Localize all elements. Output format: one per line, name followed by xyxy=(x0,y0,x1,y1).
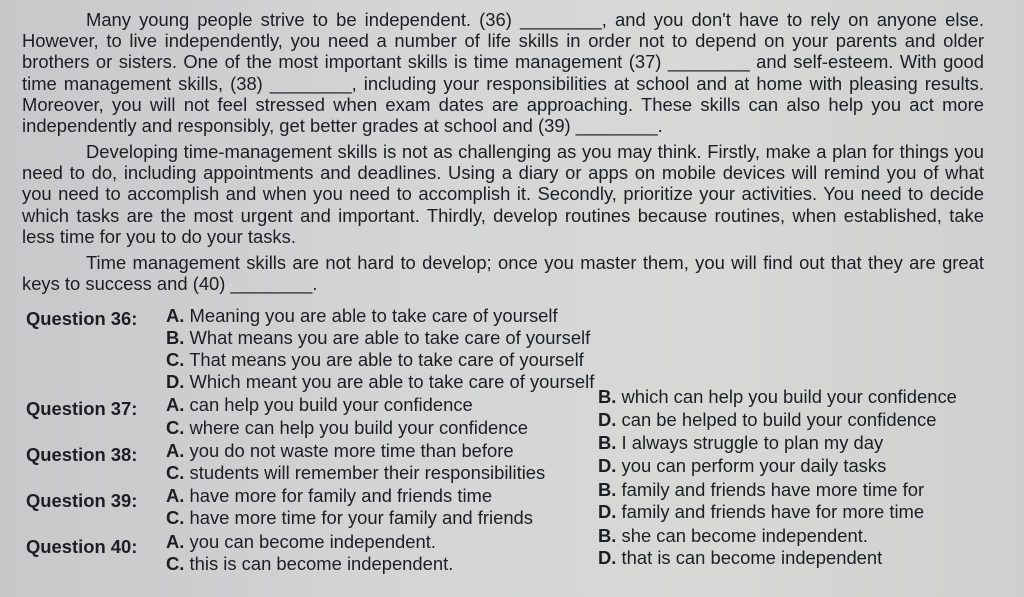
option-key: D. xyxy=(598,547,617,568)
option-text: have more for family and friends time xyxy=(189,485,493,506)
q38-option-d[interactable] xyxy=(598,455,886,477)
q39-option-b[interactable] xyxy=(598,479,924,501)
q38-option-b[interactable] xyxy=(598,432,883,454)
option-text: she can become independent. xyxy=(621,525,868,546)
q38-option-a[interactable] xyxy=(166,440,514,462)
question-40-label: Question 40: xyxy=(26,536,138,557)
option-key: A. xyxy=(166,394,185,415)
q36-option-d[interactable] xyxy=(166,371,594,393)
question-38-label: Question 38: xyxy=(26,444,138,465)
option-key: D. xyxy=(166,371,185,392)
option-key: A. xyxy=(166,485,185,506)
q37-option-d[interactable] xyxy=(598,409,936,431)
option-text: That means you are able to take care of yourself xyxy=(189,349,584,370)
option-text: family and friends have for more time xyxy=(621,501,925,522)
option-text: family and friends have more time for xyxy=(621,479,925,500)
option-text: can help you build your confidence xyxy=(189,394,473,415)
q40-option-d[interactable] xyxy=(598,547,882,569)
option-text: What means you are able to take care of yourself xyxy=(189,327,591,348)
option-key: B. xyxy=(598,432,617,453)
q40-option-c[interactable] xyxy=(166,553,453,575)
option-text: this is can become independent. xyxy=(189,553,454,574)
option-text: you do not waste more time than before xyxy=(189,440,514,461)
option-text: you can become independent. xyxy=(189,531,436,552)
option-key: A. xyxy=(166,440,185,461)
option-key: C. xyxy=(166,553,185,574)
option-key: A. xyxy=(166,531,185,552)
passage-paragraph-2 xyxy=(22,141,984,247)
question-39-label: Question 39: xyxy=(26,490,138,511)
passage-paragraph-1 xyxy=(22,9,984,136)
option-key: C. xyxy=(166,417,185,438)
option-text: where can help you build your confidence xyxy=(189,417,528,438)
option-key: B. xyxy=(598,525,617,546)
option-text: which can help you build your confidence xyxy=(621,386,957,407)
option-text: you can perform your daily tasks xyxy=(621,455,887,476)
q36-option-a[interactable] xyxy=(166,305,558,327)
option-key: B. xyxy=(598,386,617,407)
q39-option-a[interactable] xyxy=(166,485,492,507)
q37-option-b[interactable] xyxy=(598,386,957,408)
option-key: B. xyxy=(166,327,185,348)
q37-option-c[interactable] xyxy=(166,417,528,439)
option-text: have more time for your family and friends xyxy=(189,507,533,528)
q37-option-a[interactable] xyxy=(166,394,473,416)
option-text: Which meant you are able to take care of yourself xyxy=(189,371,595,392)
passage-paragraph-3 xyxy=(22,252,984,294)
option-key: C. xyxy=(166,462,185,483)
q40-option-a[interactable] xyxy=(166,531,436,553)
option-key: C. xyxy=(166,507,185,528)
option-text: I always struggle to plan my day xyxy=(621,432,884,453)
q40-option-b[interactable] xyxy=(598,525,868,547)
question-37-label: Question 37: xyxy=(26,398,138,419)
q39-option-c[interactable] xyxy=(166,507,533,529)
option-key: D. xyxy=(598,455,617,476)
paragraph-2-text: Developing time-management skills is not as challenging as you may think. Firstly, make a plan for things you need to do, including appointments and deadlines. Using a diary or apps on mobile devices will remind you of what you need to accomplish and when you need to accomplish it. Secondly, prioritize your activities. You need to decide which tasks are the most urgent and important. Thirdly, develop routines because routines, when established, take less time for you to do your tasks. xyxy=(22,141,984,247)
option-text: students will remember their responsibilities xyxy=(189,462,546,483)
option-key: D. xyxy=(598,409,617,430)
option-key: D. xyxy=(598,501,617,522)
paragraph-3-text: Time management skills are not hard to develop; once you master them, you will find out that they are great keys to success and (40) ________. xyxy=(22,252,984,295)
option-text: can be helped to build your confidence xyxy=(621,409,937,430)
q36-option-c[interactable] xyxy=(166,349,584,371)
option-text: that is can become independent xyxy=(621,547,883,568)
q38-option-c[interactable] xyxy=(166,462,545,484)
option-key: A. xyxy=(166,305,185,326)
question-36-label: Question 36: xyxy=(26,308,138,329)
q36-option-b[interactable] xyxy=(166,327,590,349)
option-text: Meaning you are able to take care of yourself xyxy=(189,305,558,326)
option-key: B. xyxy=(598,479,617,500)
paragraph-1-text: Many young people strive to be independent. (36) ________, and you don't have to rely on anyone else. However, to live independently, you need a number of life skills in order not to depend on your parents and older brothers or sisters. One of the most important skills is time management (37) ________ and self-esteem. With good time management skills, (38) ________, including your responsibilities at school and at home with pleasing results. Moreover, you will not feel stressed when exam dates are approaching. These skills can also help you act more independently and responsibly, get better grades at school and (39) ________. xyxy=(22,9,984,137)
option-key: C. xyxy=(166,349,185,370)
q39-option-d[interactable] xyxy=(598,501,924,523)
